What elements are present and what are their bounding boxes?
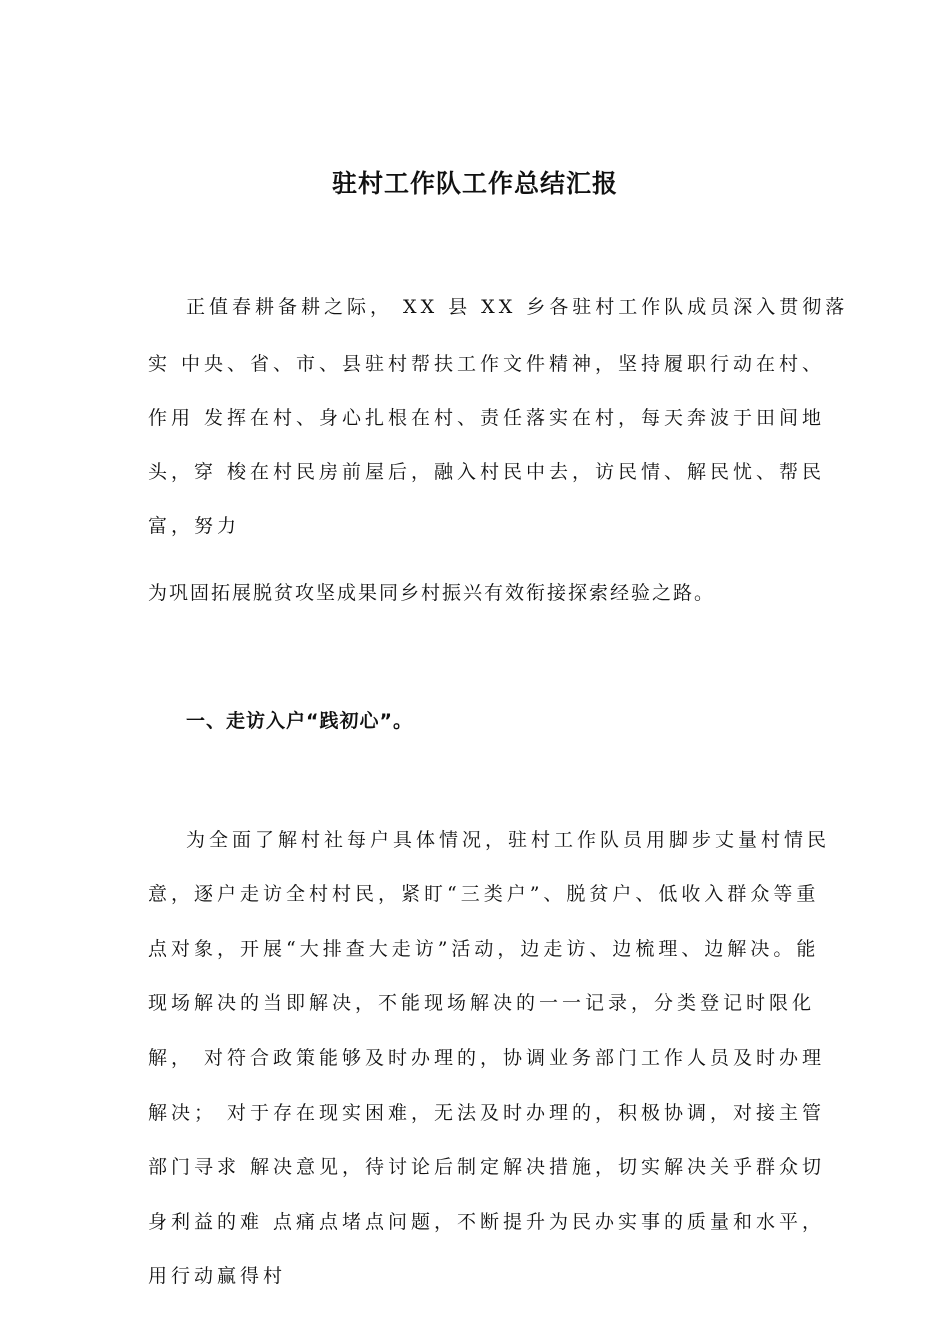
section-line: 部门寻求 解决意见，待讨论后制定解决措施，切实解决关乎群众切 xyxy=(148,1156,826,1178)
section-line: 解， 对符合政策能够及时办理的，协调业务部门工作人员及时办理 xyxy=(148,1047,826,1069)
intro-line: 头，穿 梭在村民房前屋后，融入村民中去，访民情、解民忧、帮民 xyxy=(148,461,826,483)
intro-line: 正值春耕备耕之际， XX 县 XX 乡各驻村工作队成员深入贯彻落 xyxy=(186,296,849,318)
document-title: 驻村工作队工作总结汇报 xyxy=(331,169,618,198)
intro-line: 作用 发挥在村、身心扎根在村、责任落实在村，每天奔波于田间地 xyxy=(148,407,826,429)
section-line: 为全面了解村社每户具体情况，驻村工作队员用脚步丈量村情民 xyxy=(186,829,831,851)
intro-line: 富，努力 xyxy=(148,515,241,537)
intro-line: 实 中央、省、市、县驻村帮扶工作文件精神，坚持履职行动在村、 xyxy=(148,353,826,375)
section-line: 点对象，开展“大排查大走访”活动，边走访、边梳理、边解决。能 xyxy=(148,938,820,960)
section-line: 用行动赢得村 xyxy=(148,1265,287,1287)
section-line: 解决； 对于存在现实困难，无法及时办理的，积极协调，对接主管 xyxy=(148,1102,826,1124)
section-heading: 一、走访入户“践初心”。 xyxy=(186,710,413,732)
intro-line: 为巩固拓展脱贫攻坚成果同乡村振兴有效衔接探索经验之路。 xyxy=(148,582,716,604)
section-line: 现场解决的当即解决，不能现场解决的一一记录，分类登记时限化 xyxy=(148,992,816,1014)
section-line: 身利益的难 点痛点堵点问题，不断提升为民办实事的质量和水平， xyxy=(148,1211,826,1233)
section-line: 意，逐户走访全村村民，紧盯“三类户”、脱贫户、低收入群众等重 xyxy=(148,883,820,905)
